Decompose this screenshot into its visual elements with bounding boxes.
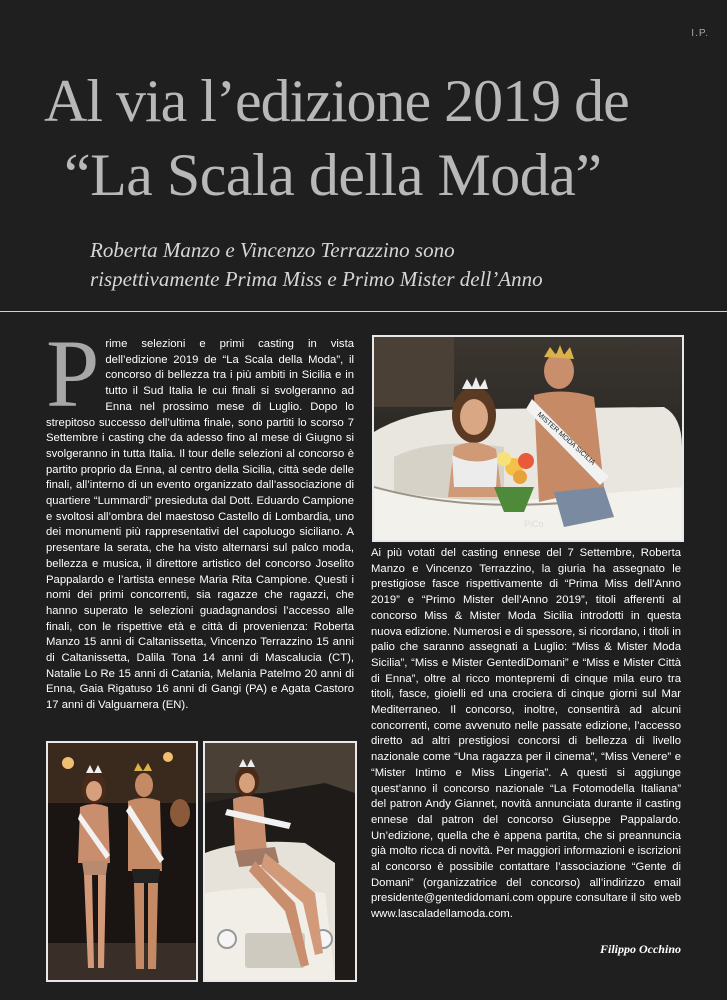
sash-text: MISTER MODA SICILIA — [535, 411, 597, 467]
photo-couple-in-car-image — [374, 337, 682, 540]
headline-line-2: “La Scala della Moda” — [64, 142, 602, 208]
page-mark: I.P. — [691, 28, 709, 39]
subtitle-line-1: Roberta Manzo e Vincenzo Terrazzino sono — [90, 238, 455, 262]
article-left-text: rime selezioni e primi casting in vista dell’edizione 2019 de “La Scala della Moda”, il concorso di bellezza tra i più ambiti in Sicilia e in tutto il Sud Italia le cui finali si svolgeranno ad Enna nel prossimo mese di Luglio. Dopo lo strepitoso successo dell’ultima finale, sono partiti lo scorso 7 Settembre i casting che da adesso fino al mese di Giugno si svolgeranno in tutta Italia. Il tour delle selezioni al concorso è partito proprio da Enna, al centro della Sicilia, città sede delle finali, all’interno di un evento organizzato dall’associazione di quartiere “Lummardi” presieduta dal Dott. Eduardo Campione e svoltosi all’ombra del maestoso Castello di Lombardia, uno dei monumenti più rappresentativi del capoluogo siciliano. A presentare la serata, che ha visto alternarsi sul palco moda, bellezza e musica, il direttore artistico del concorso Joselito Pappalardo e l’artista ennese Maria Rita Campione. Questi i nomi dei primi concorrenti, sia ragazze che ragazzi, che hanno superato le selezioni guadagnandosi l’accesso alle finali, con le rispettive età e città di provenienza: Roberta Manzo 15 anni di Caltanissetta, Vincenzo Terrazzino 15 anni di Caltanissetta, Dalila Tona 14 anni di Mascalucia (CT), Natalie Lo Re 15 anni di Catania, Melania Patelmo 20 anni di Enna, Gaia Rigatuso 16 anni di Gangi (PA) e Agata Castoro 17 anni di Valguarnera (EN). — [46, 338, 354, 712]
photo-couple-standing-image — [48, 743, 196, 980]
article-left-column — [46, 320, 354, 714]
photo-couple-in-car — [372, 335, 684, 542]
drop-cap: P — [46, 320, 100, 427]
photo-woman-on-car-image — [205, 743, 355, 980]
photo-couple-standing — [46, 741, 198, 982]
subtitle-line-2: rispettivamente Prima Miss e Primo Mister dell’Anno — [90, 267, 543, 291]
headline-line-1: Al via l’edizione 2019 de — [44, 68, 629, 134]
author-byline: Filippo Occhino — [599, 942, 681, 956]
divider-rule — [0, 311, 727, 312]
photo-woman-on-car — [203, 741, 357, 982]
photo-watermark: PiCo — [524, 519, 544, 529]
subtitle — [90, 236, 710, 294]
article-right-column: Ai più votati del casting ennese del 7 Settembre, Roberta Manzo e Vincenzo Terrazzino, la giuria ha assegnato le prestigiose fasce rispettivamente di “Prima Miss dell’Anno 2019” e “Primo Mister dell’Anno 2019”, titoli afferenti al concorso Miss & Mister Moda Sicilia introdotti in questa nuova edizione. Numerosi e di spessore, si ricordano, i titoli in palio che saranno assegnati a Luglio: “Miss & Mister Moda Sicilia”, “Miss e Mister GentediDomani” e “Miss e Mister Città di Enna”, oltre al ricco montepremi di cinque mila euro tra titoli, fasce, gioielli ed una crociera di cinque giorni sul Mar Mediterraneo. Il concorso, inoltre, consentirà ad alcuni concorrenti, come avvenuto nelle passate edizione, l’accesso diretto ad altri prestigiosi concorsi di bellezza di livello nazionale come “Una ragazza per il cinema”, “Miss Venere” e “Mister Intimo e Miss Lingeria”. A questi si aggiunge quest’anno il concorso nazionale “La Fotomodella Italiana” del patron Andy Giannet, novità annunciata durante il casting ennese dal patron del concorso Giuseppe Pappalardo. Un’edizione, quella che è appena partita, che si preannuncia già molto ricca di novità. Per maggiori informazioni e iscrizioni al concorso è possibile contattare l’associazione “Gente di Domani” (organizzatrice del concorso) all’indirizzo email presidente@gentedidomani.com oppure consultare il sito web www.lascaladellamoda.com. — [371, 547, 681, 921]
